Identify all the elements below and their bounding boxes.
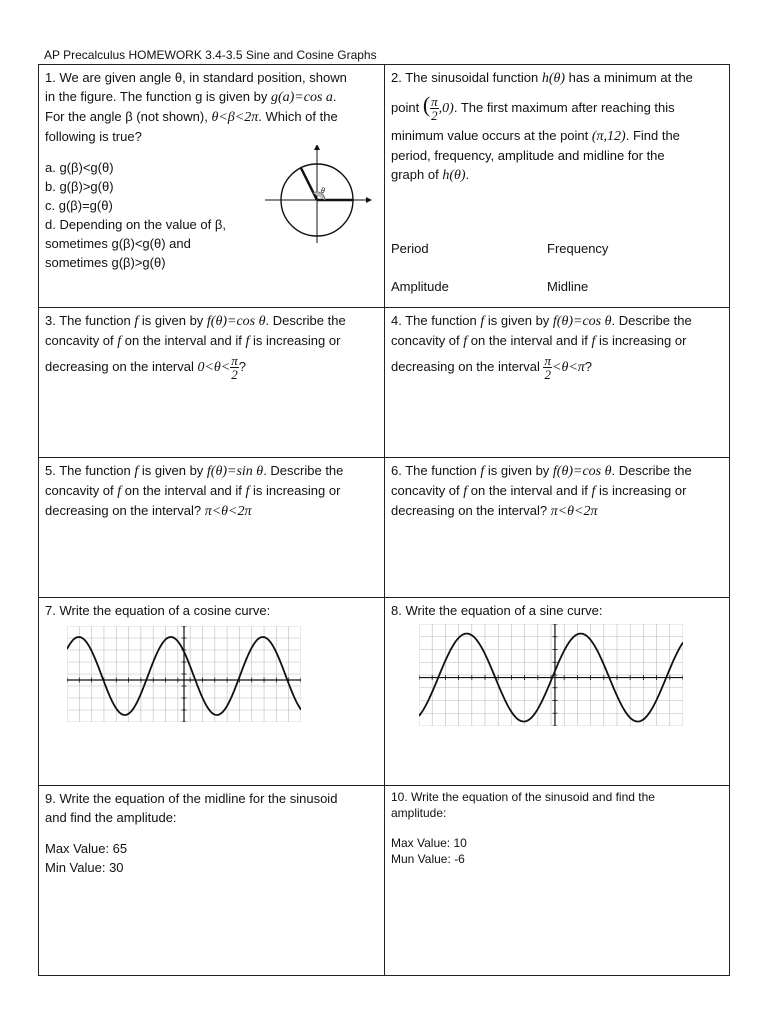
- amplitude-label: Amplitude: [391, 279, 449, 294]
- question-1-cell: [39, 65, 384, 307]
- q1-line-1: 1. We are given angle θ, in standard position, shown: [45, 70, 347, 85]
- q10-max-value: Max Value: 10: [391, 836, 467, 850]
- q9-line-2: and find the amplitude:: [45, 810, 177, 825]
- q9-min-value: Min Value: 30: [45, 860, 124, 875]
- q2-line-4: period, frequency, amplitude and midline for the: [391, 148, 665, 163]
- q2-line-2: point ( $\frac{\pi}{2}$ ,0). The first maximum after reaching this: [391, 92, 675, 124]
- q6-line-1: 6. The function f is given by f(θ)=cos θ. Describe the: [391, 463, 692, 479]
- document-title: AP Precalculus HOMEWORK 3.4-3.5 Sine and Cosine Graphs: [44, 48, 377, 62]
- q4-line-2: concavity of f on the interval and if f is increasing or: [391, 333, 687, 349]
- frequency-label: Frequency: [547, 241, 609, 256]
- sine-graph: [419, 624, 683, 726]
- q5-line-1: 5. The function f is given by f(θ)=sin θ. Describe the: [45, 463, 344, 479]
- q3-line-3: decreasing on the interval 0<θ< $\frac{\pi}{2}$ ?: [45, 353, 247, 383]
- q3-line-2: concavity of f on the interval and if f is increasing or: [45, 333, 341, 349]
- question-7-cell: [39, 598, 384, 785]
- q10-line-1: 10. Write the equation of the sinusoid and find the: [391, 790, 655, 804]
- q10-min-value: Mun Value: -6: [391, 852, 465, 866]
- q6-line-2: concavity of f on the interval and if f is increasing or: [391, 483, 687, 499]
- q1-option-d-line-3: sometimes g(β)>g(θ): [45, 255, 166, 270]
- q1-line-2: in the figure. The function g is given by g(a)=cos a.: [45, 89, 337, 105]
- q10-line-2: amplitude:: [391, 806, 447, 820]
- question-6-cell: [385, 458, 731, 597]
- question-3-cell: [39, 308, 384, 457]
- q2-line-1: 2. The sinusoidal function h(θ) has a minimum at the: [391, 70, 693, 86]
- homework-table: [38, 64, 730, 976]
- question-2-cell: [385, 65, 731, 307]
- q1-option-a: a. g(β)<g(θ): [45, 160, 114, 175]
- question-9-cell: [39, 786, 384, 977]
- q5-line-3: decreasing on the interval? π<θ<2π: [45, 503, 252, 519]
- q7-prompt: 7. Write the equation of a cosine curve:: [45, 603, 271, 618]
- q4-line-3: decreasing on the interval $\frac{\pi}{2}$ <θ<π?: [391, 353, 593, 383]
- cosine-graph: [67, 626, 301, 722]
- q6-line-3: decreasing on the interval? π<θ<2π: [391, 503, 598, 519]
- question-4-cell: [385, 308, 731, 457]
- q1-option-b: b. g(β)>g(θ): [45, 179, 114, 194]
- q8-prompt: 8. Write the equation of a sine curve:: [391, 603, 603, 618]
- q9-line-1: 9. Write the equation of the midline for the sinusoid: [45, 791, 338, 806]
- q3-line-1: 3. The function f is given by f(θ)=cos θ. Describe the: [45, 313, 346, 329]
- q9-max-value: Max Value: 65: [45, 841, 128, 856]
- unit-circle-figure: [261, 145, 373, 245]
- grid-lines: [419, 624, 683, 726]
- question-8-cell: [385, 598, 731, 785]
- q5-line-2: concavity of f on the interval and if f is increasing or: [45, 483, 341, 499]
- q1-option-d-line-2: sometimes g(β)<g(θ) and: [45, 236, 191, 251]
- figure-theta-label: θ: [321, 188, 325, 195]
- q1-line-3: For the angle β (not shown), θ<β<2π. Which of the: [45, 109, 338, 125]
- q4-line-1: 4. The function f is given by f(θ)=cos θ. Describe the: [391, 313, 692, 329]
- q2-line-3: minimum value occurs at the point (π,12). Find the: [391, 128, 680, 144]
- period-label: Period: [391, 241, 429, 256]
- question-10-cell: [385, 786, 731, 977]
- q2-line-5: graph of h(θ).: [391, 167, 470, 183]
- q1-option-c: c. g(β)=g(θ): [45, 198, 113, 213]
- q1-option-d-line-1: d. Depending on the value of β,: [45, 217, 226, 232]
- question-5-cell: [39, 458, 384, 597]
- midline-label: Midline: [547, 279, 589, 294]
- q1-line-4: following is true?: [45, 129, 142, 144]
